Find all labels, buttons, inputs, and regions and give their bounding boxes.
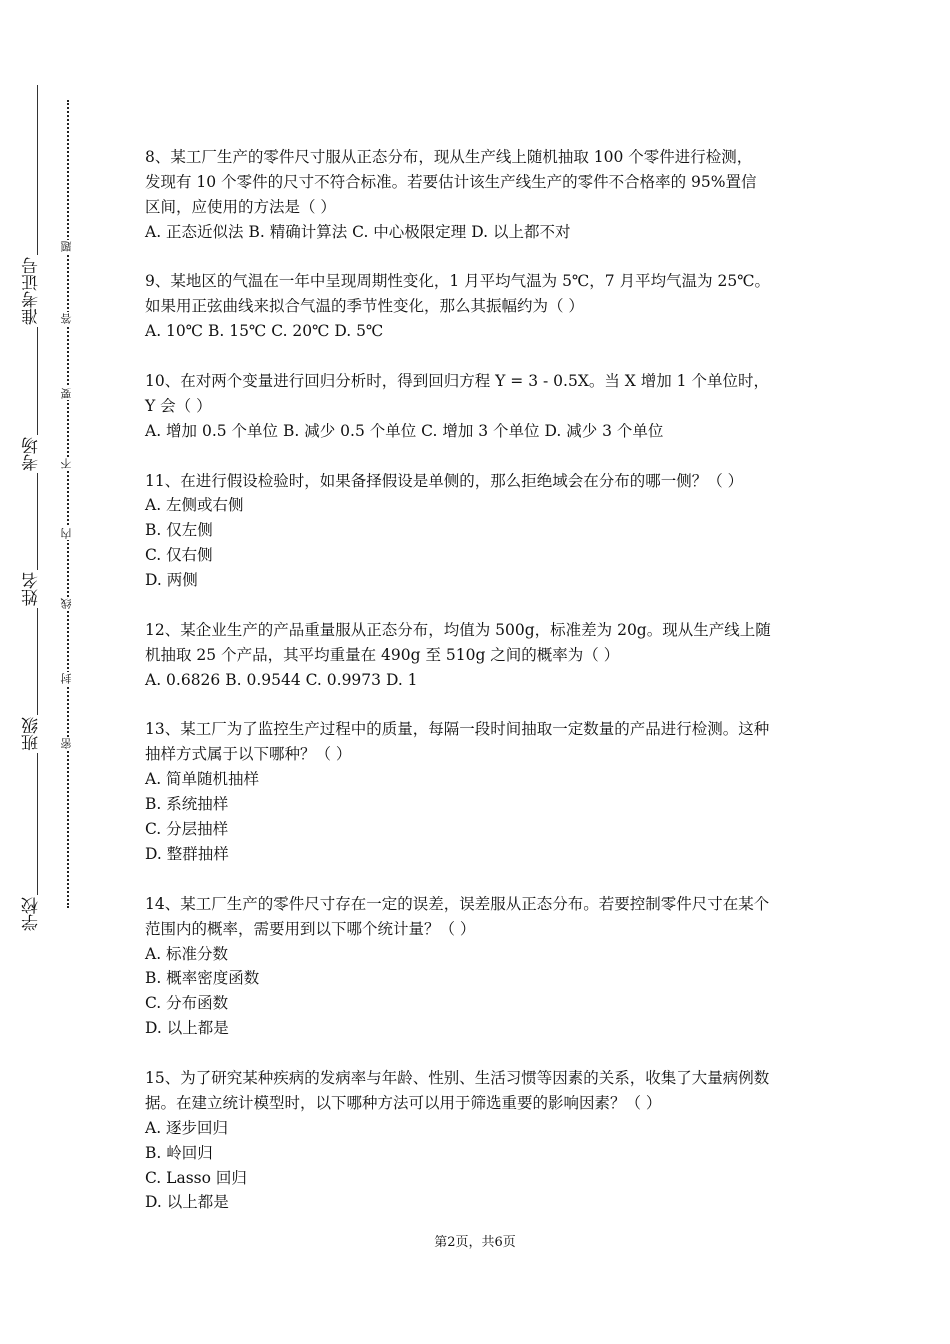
question-block (145, 269, 845, 344)
seal-dotted-line (67, 100, 69, 908)
exam-room-label: 考场 (22, 437, 42, 471)
name-label: 姓名 (22, 572, 42, 606)
question-text: Y 会（ ） (145, 396, 212, 415)
question-block (145, 469, 845, 593)
question-text: 范围内的概率，需要用到以下哪个统计量？（ ） (145, 919, 476, 938)
fill-in-line (37, 85, 38, 920)
seal-char: 密 (60, 738, 73, 749)
page-number: 第2页，共6页 (434, 1235, 516, 1250)
question-text: 10、在对两个变量进行回归分析时，得到回归方程 Y = 3 - 0.5X。当 X 增加 1 个单位时， (145, 372, 769, 391)
answer-option: D. 以上都是 (145, 1193, 229, 1212)
answer-option: D. 整群抽样 (145, 844, 229, 863)
answer-option: C. 分层抽样 (145, 820, 229, 839)
question-text: 区间，应使用的方法是（ ） (145, 197, 336, 216)
question-text: 抽样方式属于以下哪种？（ ） (145, 745, 352, 764)
question-spacer (145, 245, 845, 270)
answer-option: A. 简单随机抽样 (145, 770, 260, 789)
question-block (145, 1066, 845, 1215)
question-spacer (145, 693, 845, 718)
question-text: 12、某企业生产的产品重量服从正态分布，均值为 500g，标准差为 20g。现从生产线上随 (145, 620, 771, 639)
answer-option: A. 左侧或右侧 (145, 496, 244, 515)
seal-char: 封 (60, 673, 73, 684)
question-list (145, 145, 845, 1215)
admission-number-label: 准考证号 (22, 257, 42, 325)
seal-char: 内 (60, 528, 73, 539)
class-label: 班级 (22, 717, 42, 751)
seal-char: 不 (60, 458, 73, 469)
answer-option: B. 概率密度函数 (145, 969, 260, 988)
answer-option: C. Lasso 回归 (145, 1168, 247, 1187)
seal-char: 题 (60, 241, 73, 252)
answer-option: D. 以上都是 (145, 1019, 229, 1038)
question-text: 9、某地区的气温在一年中呈现周期性变化，1 月平均气温为 5℃，7 月平均气温为 25℃。 (145, 272, 771, 291)
answer-option: C. 仅右侧 (145, 546, 213, 565)
question-block (145, 618, 845, 693)
question-block (145, 369, 845, 444)
question-text: 15、为了研究某种疾病的发病率与年龄、性别、生活习惯等因素的关系，收集了大量病例数 (145, 1068, 770, 1087)
question-spacer (145, 1041, 845, 1066)
question-text: 11、在进行假设检验时，如果备择假设是单侧的，那么拒绝域会在分布的哪一侧？（ ） (145, 471, 744, 490)
answer-option: A. 逐步回归 (145, 1118, 229, 1137)
answer-option: A. 10℃ B. 15℃ C. 20℃ D. 5℃ (145, 322, 384, 341)
question-spacer (145, 444, 845, 469)
question-text: 机抽取 25 个产品，其平均重量在 490g 至 510g 之间的概率为（ ） (145, 645, 620, 664)
answer-option: B. 系统抽样 (145, 795, 229, 814)
question-block (145, 892, 845, 1041)
answer-option: A. 正态近似法 B. 精确计算法 C. 中心极限定理 D. 以上都不对 (145, 222, 571, 241)
question-spacer (145, 593, 845, 618)
answer-option: A. 0.6826 B. 0.9544 C. 0.9973 D. 1 (145, 670, 418, 689)
question-text: 发现有 10 个零件的尺寸不符合标准。若要估计该生产线生产的零件不合格率的 95%置信 (145, 172, 757, 191)
answer-option: A. 标准分数 (145, 944, 229, 963)
question-block (145, 717, 845, 866)
seal-char: 要 (60, 388, 73, 399)
answer-option: B. 岭回归 (145, 1143, 213, 1162)
question-text: 8、某工厂生产的零件尺寸服从正态分布，现从生产线上随机抽取 100 个零件进行检测， (145, 148, 753, 166)
question-text: 13、某工厂为了监控生产过程中的质量，每隔一段时间抽取一定数量的产品进行检测。这种 (145, 720, 770, 739)
question-spacer (145, 867, 845, 892)
answer-option: D. 两侧 (145, 571, 198, 590)
answer-option: A. 增加 0.5 个单位 B. 减少 0.5 个单位 C. 增加 3 个单位 D. 减少 3 个单位 (145, 421, 664, 440)
school-label: 学校 (22, 897, 42, 931)
question-spacer (145, 344, 845, 369)
question-text: 据。在建立统计模型时，以下哪种方法可以用于筛选重要的影响因素？（ ） (145, 1093, 662, 1112)
question-text: 14、某工厂生产的零件尺寸存在一定的误差，误差服从正态分布。若要控制零件尺寸在某个 (145, 894, 770, 913)
answer-option: C. 分布函数 (145, 994, 229, 1013)
question-text: 如果用正弦曲线来拟合气温的季节性变化，那么其振幅约为（ ） (145, 297, 584, 316)
question-block (145, 145, 845, 245)
seal-char: 线 (60, 598, 73, 609)
answer-option: B. 仅左侧 (145, 521, 213, 540)
seal-char: 答 (60, 313, 73, 324)
